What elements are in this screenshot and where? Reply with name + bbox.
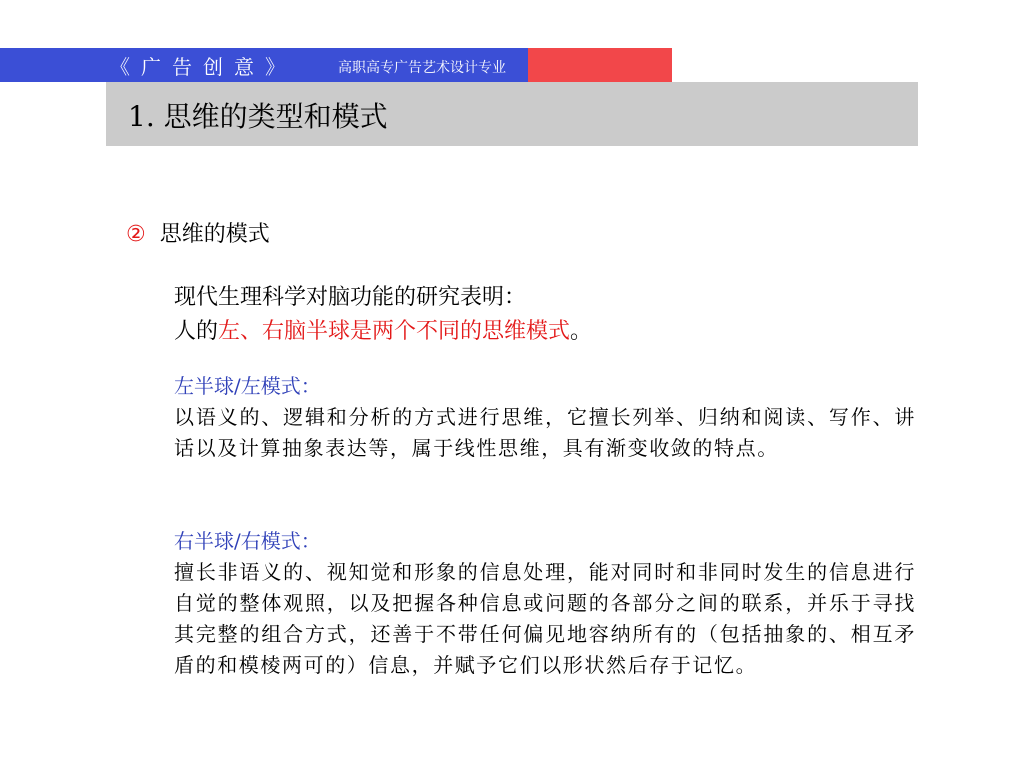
section-heading bbox=[126, 217, 270, 248]
intro-line-1: 现代生理科学对脑功能的研究表明： bbox=[174, 285, 527, 310]
right-hemisphere-block bbox=[174, 526, 916, 681]
slide-title-bar bbox=[106, 82, 918, 146]
banner-accent-block bbox=[528, 48, 672, 82]
section-number: ② bbox=[126, 222, 146, 247]
intro-paragraph bbox=[174, 281, 592, 349]
section-heading-text: 思维的模式 bbox=[159, 222, 270, 247]
intro-line-2 bbox=[174, 315, 592, 349]
intro-prefix: 人的 bbox=[174, 319, 219, 344]
left-hemisphere-label: 左半球/左模式： bbox=[174, 374, 321, 398]
left-hemisphere-body: 以语义的、逻辑和分析的方式进行思维，它擅长列举、归纳和阅读、写作、讲话以及计算抽象表达等，属于线性思维，具有渐变收敛的特点。 bbox=[174, 405, 916, 460]
banner-title: 《广告创意》 bbox=[110, 55, 296, 79]
intro-highlight: 左、右脑半球是两个不同的思维模式 bbox=[218, 319, 571, 344]
left-hemisphere-block bbox=[174, 371, 916, 464]
slide-title: 1. 思维的类型和模式 bbox=[128, 100, 388, 133]
header-banner bbox=[0, 48, 528, 82]
banner-subtitle: 高职高专广告艺术设计专业 bbox=[338, 60, 506, 76]
right-hemisphere-body: 擅长非语义的、视知觉和形象的信息处理，能对同时和非同时发生的信息进行自觉的整体观照，以及把握各种信息或问题的各部分之间的联系，并乐于寻找其完整的组合方式，还善于不带任何偏见地容纳所有的（包括抽象的、相互矛盾的和模棱两可的）信息，并赋予它们以形状然后存于记忆。 bbox=[174, 560, 916, 677]
right-hemisphere-label: 右半球/右模式： bbox=[174, 529, 321, 553]
intro-suffix: 。 bbox=[570, 319, 593, 344]
